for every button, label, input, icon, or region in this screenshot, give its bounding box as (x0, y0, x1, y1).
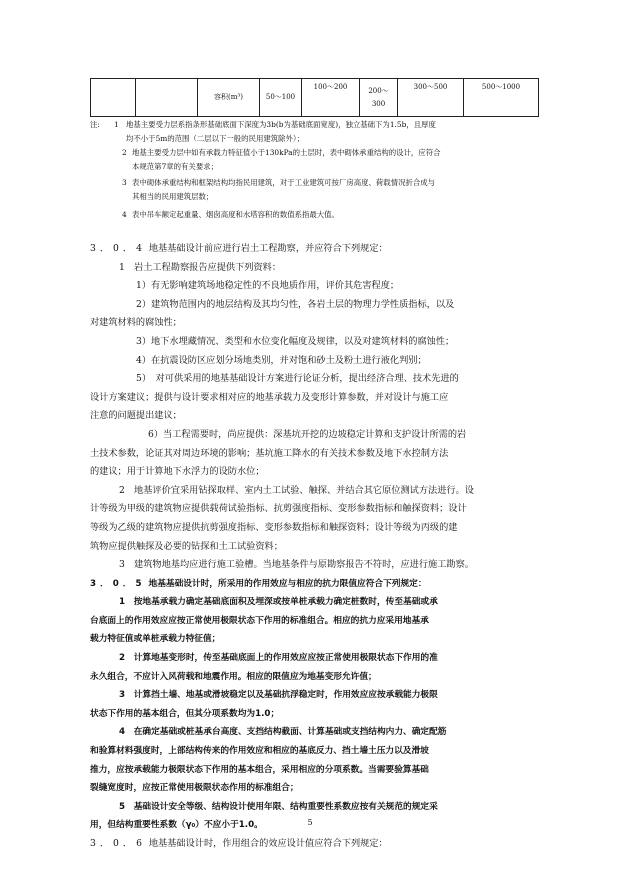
clause-item: 1 按地基承载力确定基础底面积及埋深或按单桩承载力确定桩数时，传至基础或承 (119, 597, 438, 608)
table-cell: 200～ 300 (360, 79, 398, 117)
sub-item: 5） 对可供采用的地基基础设计方案进行论证分析，提出经济合理、技术先进的 (136, 373, 459, 385)
table-cell: 500～1000 (464, 79, 539, 117)
clause-title: 地基基础设计前应进行岩土工程勘察，并应符合下列规定： (148, 243, 388, 254)
clause-item-cont: 永久组合，不应计入风荷载和地震作用。相应的限值应为地基变形允许值； (90, 671, 377, 682)
clause-number: 3．0．4 (90, 243, 146, 254)
note-text: 其相当的民用建筑层数； (132, 192, 214, 201)
note-item (90, 208, 550, 222)
table-notes (90, 118, 550, 222)
clause-item: 5 基础设计安全等级、结构设计使用年限、结构重要性系数应按有关规范的规定采 (119, 801, 438, 812)
sub-item: 1）有无影响建筑场地稳定性的不良地质作用，评价其危害程度； (136, 280, 400, 292)
clause-item: 4 在确定基础或桩基承台高度、支挡结构截面、计算基础或支挡结构内力、确定配筋 (119, 727, 447, 738)
table-cell: 50～100 (260, 79, 302, 117)
table-cell (91, 79, 136, 117)
sub-item-cont: 的建议；用于计算地下水浮力的设防水位； (90, 466, 265, 478)
clause-heading (90, 835, 536, 854)
sub-item: 6）当工程需要时，尚应提供：深基坑开挖的边坡稳定计算和支护设计所需的岩 (148, 428, 467, 440)
notes-label: 注: (90, 120, 100, 129)
clause-item-cont: 和验算材料强度时，上部结构传来的作用效应和相应的基底反力、挡土墙土压力以及滑坡 (90, 746, 429, 757)
sub-item: 3）地下水埋藏情况、类型和水位变化幅度及规律，以及对建筑材料的腐蚀性； (136, 335, 455, 347)
clause-305-body (90, 593, 536, 835)
table-cell: 100～200 (302, 79, 360, 117)
note-item (90, 118, 550, 146)
clause-number: 3．0．5 (90, 578, 146, 589)
page-number: 5 (307, 818, 313, 827)
clause-item-cont: 筑物应提供触探及必要的钻探和土工试验资料； (90, 540, 283, 552)
clause-item: 3 计算挡土墙、地基或滑坡稳定以及基础抗浮稳定时，作用效应应按承载能力极限 (119, 690, 438, 701)
clause-item-cont: 计等级为甲级的建筑物应提供载荷试验指标、抗剪强度指标、变形参数指标和触探资料；设计 (90, 503, 467, 515)
note-text: 地基主要受力层中如有承载力特征值小于130kPa的土层时，表中砌体承重结构的设计，应符合 (132, 148, 441, 157)
note-number: 2 (122, 148, 127, 157)
clause-title: 地基基础设计时，作用组合的效应设计值应符合下列规定： (148, 838, 388, 849)
table-cell: 300～500 (398, 79, 464, 117)
clause-item-cont: 等级为乙级的建筑物应提供抗剪强度指标、变形参数指标和触探资料；设计等级为丙级的建 (90, 521, 458, 533)
sub-item: 2）建筑物范围内的地层结构及其均匀性，各岩土层的物理力学性质指标，以及 (136, 298, 455, 310)
note-text: 本规范第7章的有关要求； (132, 162, 219, 171)
note-text: 表中吊车额定起重量、烟囱高度和水塔容积的数值系指最大值。 (132, 210, 339, 219)
clause-item-cont: 状态下作用的基本组合，但其分项系数均为1.0； (90, 708, 280, 719)
clause-item-cont: 用，但结构重要性系数（γ₀）不应小于1.0。 (90, 820, 263, 831)
note-item (90, 176, 550, 204)
table-cell (136, 79, 198, 117)
table-row (91, 79, 539, 117)
sub-item: 4）在抗震设防区应划分场地类别，并对饱和砂土及粉土进行液化判别； (136, 354, 427, 366)
sub-item-cont: 设计方案建议；提供与设计要求相对应的地基承载力及变形计算参数，并对设计与施工应 (90, 391, 449, 403)
clause-heading (90, 240, 536, 259)
clause-item: 1 岩土工程勘察报告应提供下列资料： (119, 261, 282, 273)
clause-heading (90, 575, 536, 594)
classification-table-fragment (90, 78, 539, 117)
clause-item-cont: 台底面上的作用效应应按正常使用极限状态下作用的标准组合。相应的抗力应采用地基承 (90, 615, 429, 626)
note-number: 4 (122, 210, 127, 219)
clause-item-cont: 推力，应按承载能力极限状态下作用的基本组合，采用相应的分项系数。当需要验算基础 (90, 764, 429, 775)
table-cell: 容积(m³) (198, 79, 260, 117)
sub-item-cont: 注意的问题提出建议； (90, 410, 182, 422)
note-item (90, 146, 550, 174)
clause-title: 地基基础设计时，所采用的作用效应与相应的抗力限值应符合下列规定： (148, 578, 427, 589)
clause-item: 2 地基评价宜采用钻探取样、室内土工试验、触探、并结合其它原位测试方法进行。设 (119, 484, 474, 496)
clause-item: 2 计算地基变形时，传至基础底面上的作用效应应按正常使用极限状态下作用的准 (119, 653, 438, 664)
clause-item-cont: 载力特征值或单桩承载力特征值； (90, 634, 221, 645)
note-text: 地基主要受力层系指条形基础底面下深度为3b(b为基础底面宽度)，独立基础下为1.5b，且厚度 (126, 120, 436, 129)
body-text (90, 240, 536, 854)
clause-item: 3 建筑物地基均应进行施工验槽。当地基条件与原勘察报告不符时，应进行施工勘察。 (119, 559, 474, 571)
note-number: 3 (122, 178, 127, 187)
note-text: 均不小于5m的范围（二层以下一般的民用建筑除外）； (126, 134, 304, 143)
sub-item-cont: 对建筑材料的腐蚀性； (90, 317, 182, 329)
note-text: 表中砌体承重结构和框架结构均指民用建筑，对于工业建筑可按厂房高度、荷载情况折合成与 (132, 178, 436, 187)
clause-item-cont: 裂缝宽度时，应按正常使用极限状态作用的标准组合； (90, 783, 299, 794)
sub-item-cont: 土技术参数，论证其对周边环境的影响；基坑施工降水的有关技术参数及地下水控制方法 (90, 447, 449, 459)
clause-number: 3．0．6 (90, 838, 146, 849)
note-number: 1 (114, 120, 119, 129)
